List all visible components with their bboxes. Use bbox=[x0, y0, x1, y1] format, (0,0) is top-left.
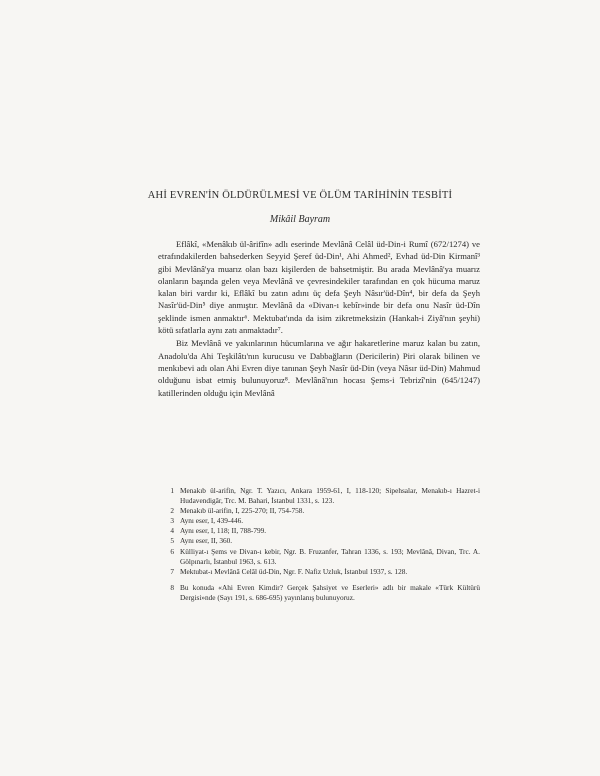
footnote bbox=[158, 516, 480, 526]
footnote bbox=[158, 547, 480, 567]
footnote bbox=[158, 526, 480, 536]
footnote bbox=[158, 583, 480, 603]
footnote-number: 5 bbox=[170, 536, 174, 546]
footnote-number: 1 bbox=[170, 486, 174, 495]
footnote-text: Aynı eser, I, 439-446. bbox=[180, 516, 244, 526]
footnote-number: 4 bbox=[170, 526, 174, 536]
footnote-text: Menakıb ül-arifin, Ngr. T. Yazıcı, Ankara 1959-61, I, 118-120; Sipehsalar, Menakıb-ı Hazret-i Hudavendigâr, Trc. M. Bahari, İstanbul 1331, s. 123. bbox=[180, 486, 480, 506]
footnote bbox=[158, 506, 480, 516]
footnote-number: 2 bbox=[170, 506, 174, 516]
footnote bbox=[158, 536, 480, 546]
footnote-text: Bu konuda «Ahi Evren Kimdir? Gerçek Şahsiyet ve Eserleri» adlı bir makale «Türk Kültürü Dergisi»nde (Sayı 191, s. 686-695) yayınlanış bulunuyoruz. bbox=[180, 582, 480, 602]
footnote-text: Aynı eser, II, 360. bbox=[180, 536, 233, 546]
footnotes bbox=[158, 486, 480, 603]
footnote bbox=[158, 486, 480, 506]
article-title: AHİ EVREN'İN ÖLDÜRÜLMESİ VE ÖLÜM TARİHİNİN TESBİTİ bbox=[147, 190, 453, 201]
article-author: Mikâil Bayram bbox=[269, 214, 331, 225]
footnote-number: 7 bbox=[170, 566, 174, 576]
article-body bbox=[158, 238, 480, 399]
footnote-number: 8 bbox=[170, 582, 174, 592]
footnote-number: 3 bbox=[170, 516, 174, 526]
footnote-text: Mektubat-ı Mevlânâ Celâl üd-Din, Ngr. F. Nafiz Uzluk, İstanbul 1937, s. 128. bbox=[180, 566, 408, 576]
paragraph: Biz Mevlânâ ve yakınlarının hücumlarına ve ağır hakaretlerine maruz kalan bu zatın, Anadolu'da Ahi Teşkilâtı'nın kurucusu ve Dabbağların (Dericilerin) Piri olarak bilinen ve menkıbevi adı olan Ahi Evren diye tanınan Şeyh Nasîr üd-Din (veya Nâsır üd-Din) Mahmud olduğunu isbat etmiş bulunuyoruz⁸. Mevlânâ'nın hocası Şems-i Tebrizî'nin (645/1247) katillerinden olduğu için Mevlânâ bbox=[158, 338, 480, 398]
footnote-text: Aynı eser, I, 118; II, 788-799. bbox=[180, 526, 267, 536]
footnote-text: Külliyat-ı Şems ve Divan-ı kebir, Ngr. B. Fruzanfer, Tahran 1336, s. 193; Mevlânâ, Divan, Trc. A. Gölpınarlı, İstanbul 1963, s. 613. bbox=[180, 546, 480, 566]
footnote-number: 6 bbox=[170, 546, 174, 556]
footnote bbox=[158, 567, 480, 577]
paragraph: Eflâkî, «Menâkıb ül-ârifîn» adlı eserinde Mevlânâ Celâl üd-Din-i Rumî (672/1274) ve etrafındakilerden bahsederken Seyyid Şeref üd-Din¹, Ahi Ahmed², Evhad üd-Din Kirmanî³ gibi Mevlânâ'ya muarız olan bazı kişilerden de bahsetmiştir. Bu arada Mevlânâ'ya muarız olanların başında gelen veya Mevlânâ ve çevresindekiler tarafından en çok hücuma maruz kalan biri vardır ki, Eflâkî bu zatın adını üç defa Şeyh Nâsır'üd-Dîn⁴, bir defa da Şeyh Nasîr'üd-Din⁵ diye anmıştır. Mevlânâ da «Divan-ı kebîr»inde bir defa onu Nasîr üd-Dîn şeklinde ismen anmaktır⁶. Mektubat'ında da isim zikretmeksizin (Hankah-i Ziyâ'nın şeyhi) kötü sıfatlarla aynı zatı anmaktadır⁷. bbox=[158, 239, 480, 336]
footnote-text: Menakıb ül-arifin, I, 225-270; II, 754-758. bbox=[180, 506, 305, 516]
